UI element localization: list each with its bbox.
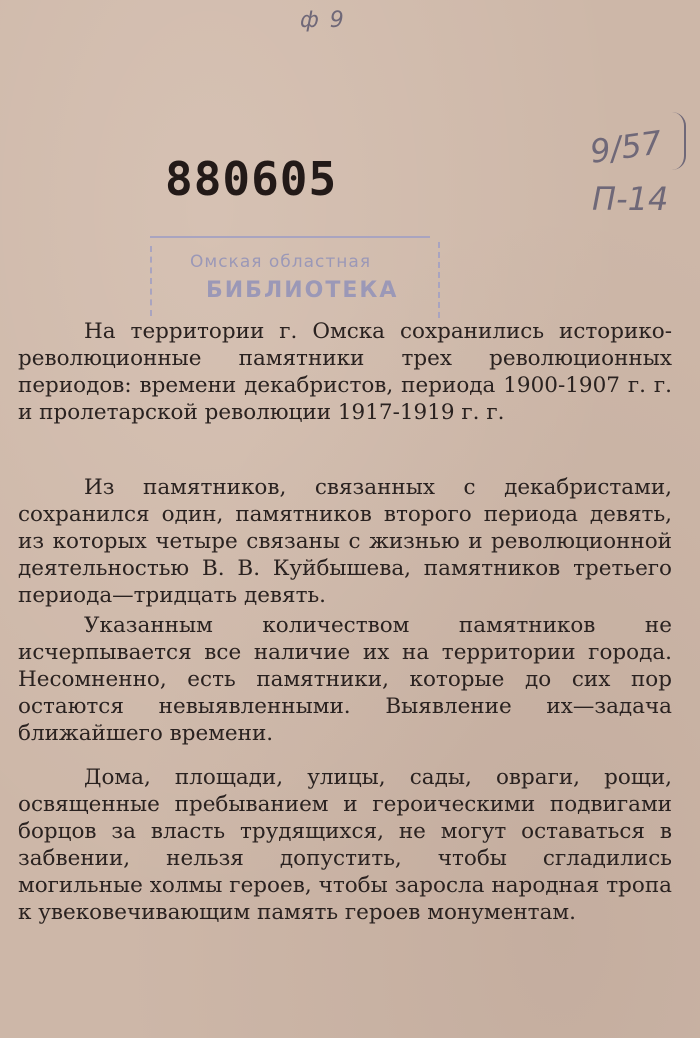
stamp-border [150,246,152,316]
paragraph [18,612,672,747]
pencil-annotation-shelfmark: 9/57 [587,123,665,171]
stamp-border [438,242,440,318]
pencil-annotation-code: П-14 [592,180,669,218]
library-stamp [150,236,440,322]
pencil-bracket [672,112,686,170]
stamp-border [150,236,430,238]
paragraph [18,764,672,926]
paragraph [18,318,672,426]
paragraph-text: Из памятников, связанных с декабристами, сохранился один, памятников второго периода девять, из которых четыре связаны с жизнью и революционной деятельностью В. В. Куйбышева, памятников третьего периода—тридцать девять. [18,475,672,608]
pencil-annotation-top: ф 9 [300,8,346,33]
inventory-number: 880605 [165,152,338,206]
paragraph-text: Дома, площади, улицы, сады, овраги, рощи, освященные пребыванием и героическими подвигами борцов за власть трудящихся, не могут оставаться в забвении, нельзя допустить, чтобы сгладились могильные холмы героев, чтобы заросла народная тропа к увековечивающим память героев монументам. [18,765,672,925]
paragraph [18,474,672,609]
paragraph-text: На территории г. Омска сохранились историко-революционные памятники трех революционных периодов: времени декабристов, периода 1900-1907 г. г. и пролетарской революции 1917-1919 г. г. [18,319,672,425]
stamp-line: БИБЛИОТЕКА [206,278,399,303]
stamp-line: Омская областная [190,252,372,272]
paragraph-text: Указанным количеством памятников не исчерпывается все наличие их на территории города. Несомненно, есть памятники, которые до сих пор остаются невыявленными. Выявление их—задача ближайшего времени. [18,613,672,746]
